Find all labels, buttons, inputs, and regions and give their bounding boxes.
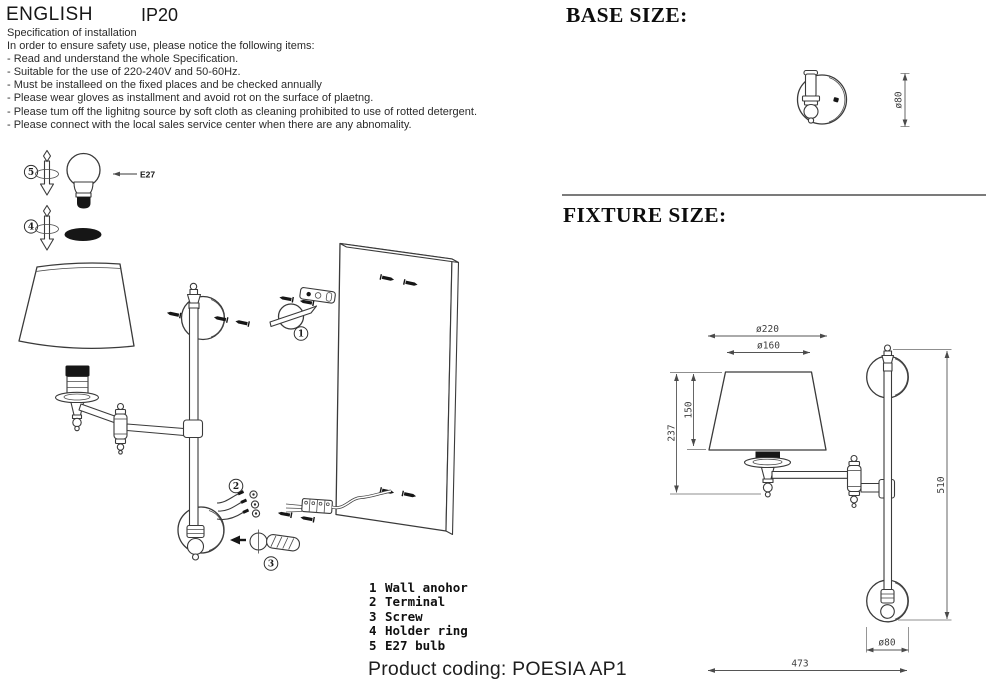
product-coding: Product coding: POESIA AP1: [368, 658, 627, 680]
spec-item: - Please tum off the lighitng source by soft cloth as cleaning prohibited to use of rotted detergent.: [7, 105, 478, 118]
part-number: 4: [369, 623, 377, 639]
part-number: 3: [369, 608, 377, 624]
spec-item: - Read and understand the whole Specification.: [7, 53, 239, 66]
fixture-size-title: FIXTURE SIZE:: [563, 203, 727, 227]
part-name: Screw: [385, 608, 423, 624]
wall-panel-drawing: [336, 244, 459, 535]
screw-drawing: [230, 530, 300, 554]
pole-length-label: 510: [936, 476, 947, 494]
section-divider: [562, 194, 986, 196]
parts-list-item: [369, 581, 468, 595]
arm-joint-block: [184, 420, 203, 438]
plate-diameter-label: ø80: [878, 637, 896, 649]
bulb-icon: [67, 154, 100, 209]
fixture-size-diagram: [667, 324, 952, 671]
swing-arm-drawing: [79, 404, 184, 455]
spec-item: - Please wear gloves as installment and avoid rot on the surface of plaetng.: [7, 92, 374, 105]
step-marker-3: 3: [267, 559, 275, 570]
step-marker-5: 5: [27, 168, 35, 179]
part-name: Wall anohor: [385, 580, 468, 595]
part-number: 2: [369, 594, 377, 610]
installation-diagram: [19, 151, 459, 571]
base-size-title: BASE SIZE:: [566, 3, 688, 27]
base-diameter-label: ø80: [893, 91, 905, 109]
shade-top-diameter-label: ø160: [757, 340, 780, 352]
part-number: 5: [369, 637, 377, 653]
overall-width-label: 473: [791, 658, 809, 670]
parts-list-item: [369, 624, 468, 638]
spec-item: - Please connect with the local sales service center when there are any abnomality.: [7, 118, 412, 131]
socket-drawing: [56, 366, 99, 431]
terminal-block-drawing: [302, 498, 333, 513]
wall-anchor-drawing: [270, 287, 336, 329]
parts-list: [369, 581, 468, 653]
language-label: ENGLISH: [6, 4, 93, 25]
parts-list-item: [369, 595, 468, 609]
part-name: Holder ring: [385, 623, 468, 639]
wire-nuts: [250, 491, 260, 517]
spec-block: [7, 27, 477, 132]
base-size-diagram: [798, 71, 910, 127]
ip-rating-label: IP20: [141, 5, 179, 25]
lamp-height-label: 237: [666, 424, 678, 442]
holder-ring-icon: [65, 228, 102, 241]
step-marker-1: 1: [297, 329, 305, 340]
part-name: Terminal: [385, 594, 446, 610]
step-marker-4: 4: [27, 222, 35, 233]
shade-bottom-diameter-label: ø220: [756, 324, 779, 335]
spec-item: - Suitable for the use of 220-240V and 50-60Hz.: [7, 66, 241, 79]
screw-motion-icon: [36, 206, 59, 251]
lampshade-drawing: [19, 263, 134, 348]
fixture-shade: [709, 372, 826, 450]
parts-list-item: [369, 610, 468, 624]
pole-drawing: [178, 283, 225, 560]
step-marker-2: 2: [232, 482, 240, 493]
spec-title: Specification of installation: [7, 27, 137, 39]
spec-item: - Must be installeed on the fixed places and be checked annually: [7, 79, 322, 92]
screw-motion-icon: [36, 151, 59, 196]
part-number: 1: [369, 580, 377, 595]
shade-height-label: 150: [683, 401, 695, 419]
spec-intro: In order to ensure safety use, please notice the following items:: [7, 40, 315, 53]
parts-list-item: [369, 639, 468, 653]
bulb-type-label: E27: [140, 169, 156, 180]
base-diameter-dimension: [894, 74, 910, 127]
part-name: E27 bulb: [385, 637, 446, 653]
